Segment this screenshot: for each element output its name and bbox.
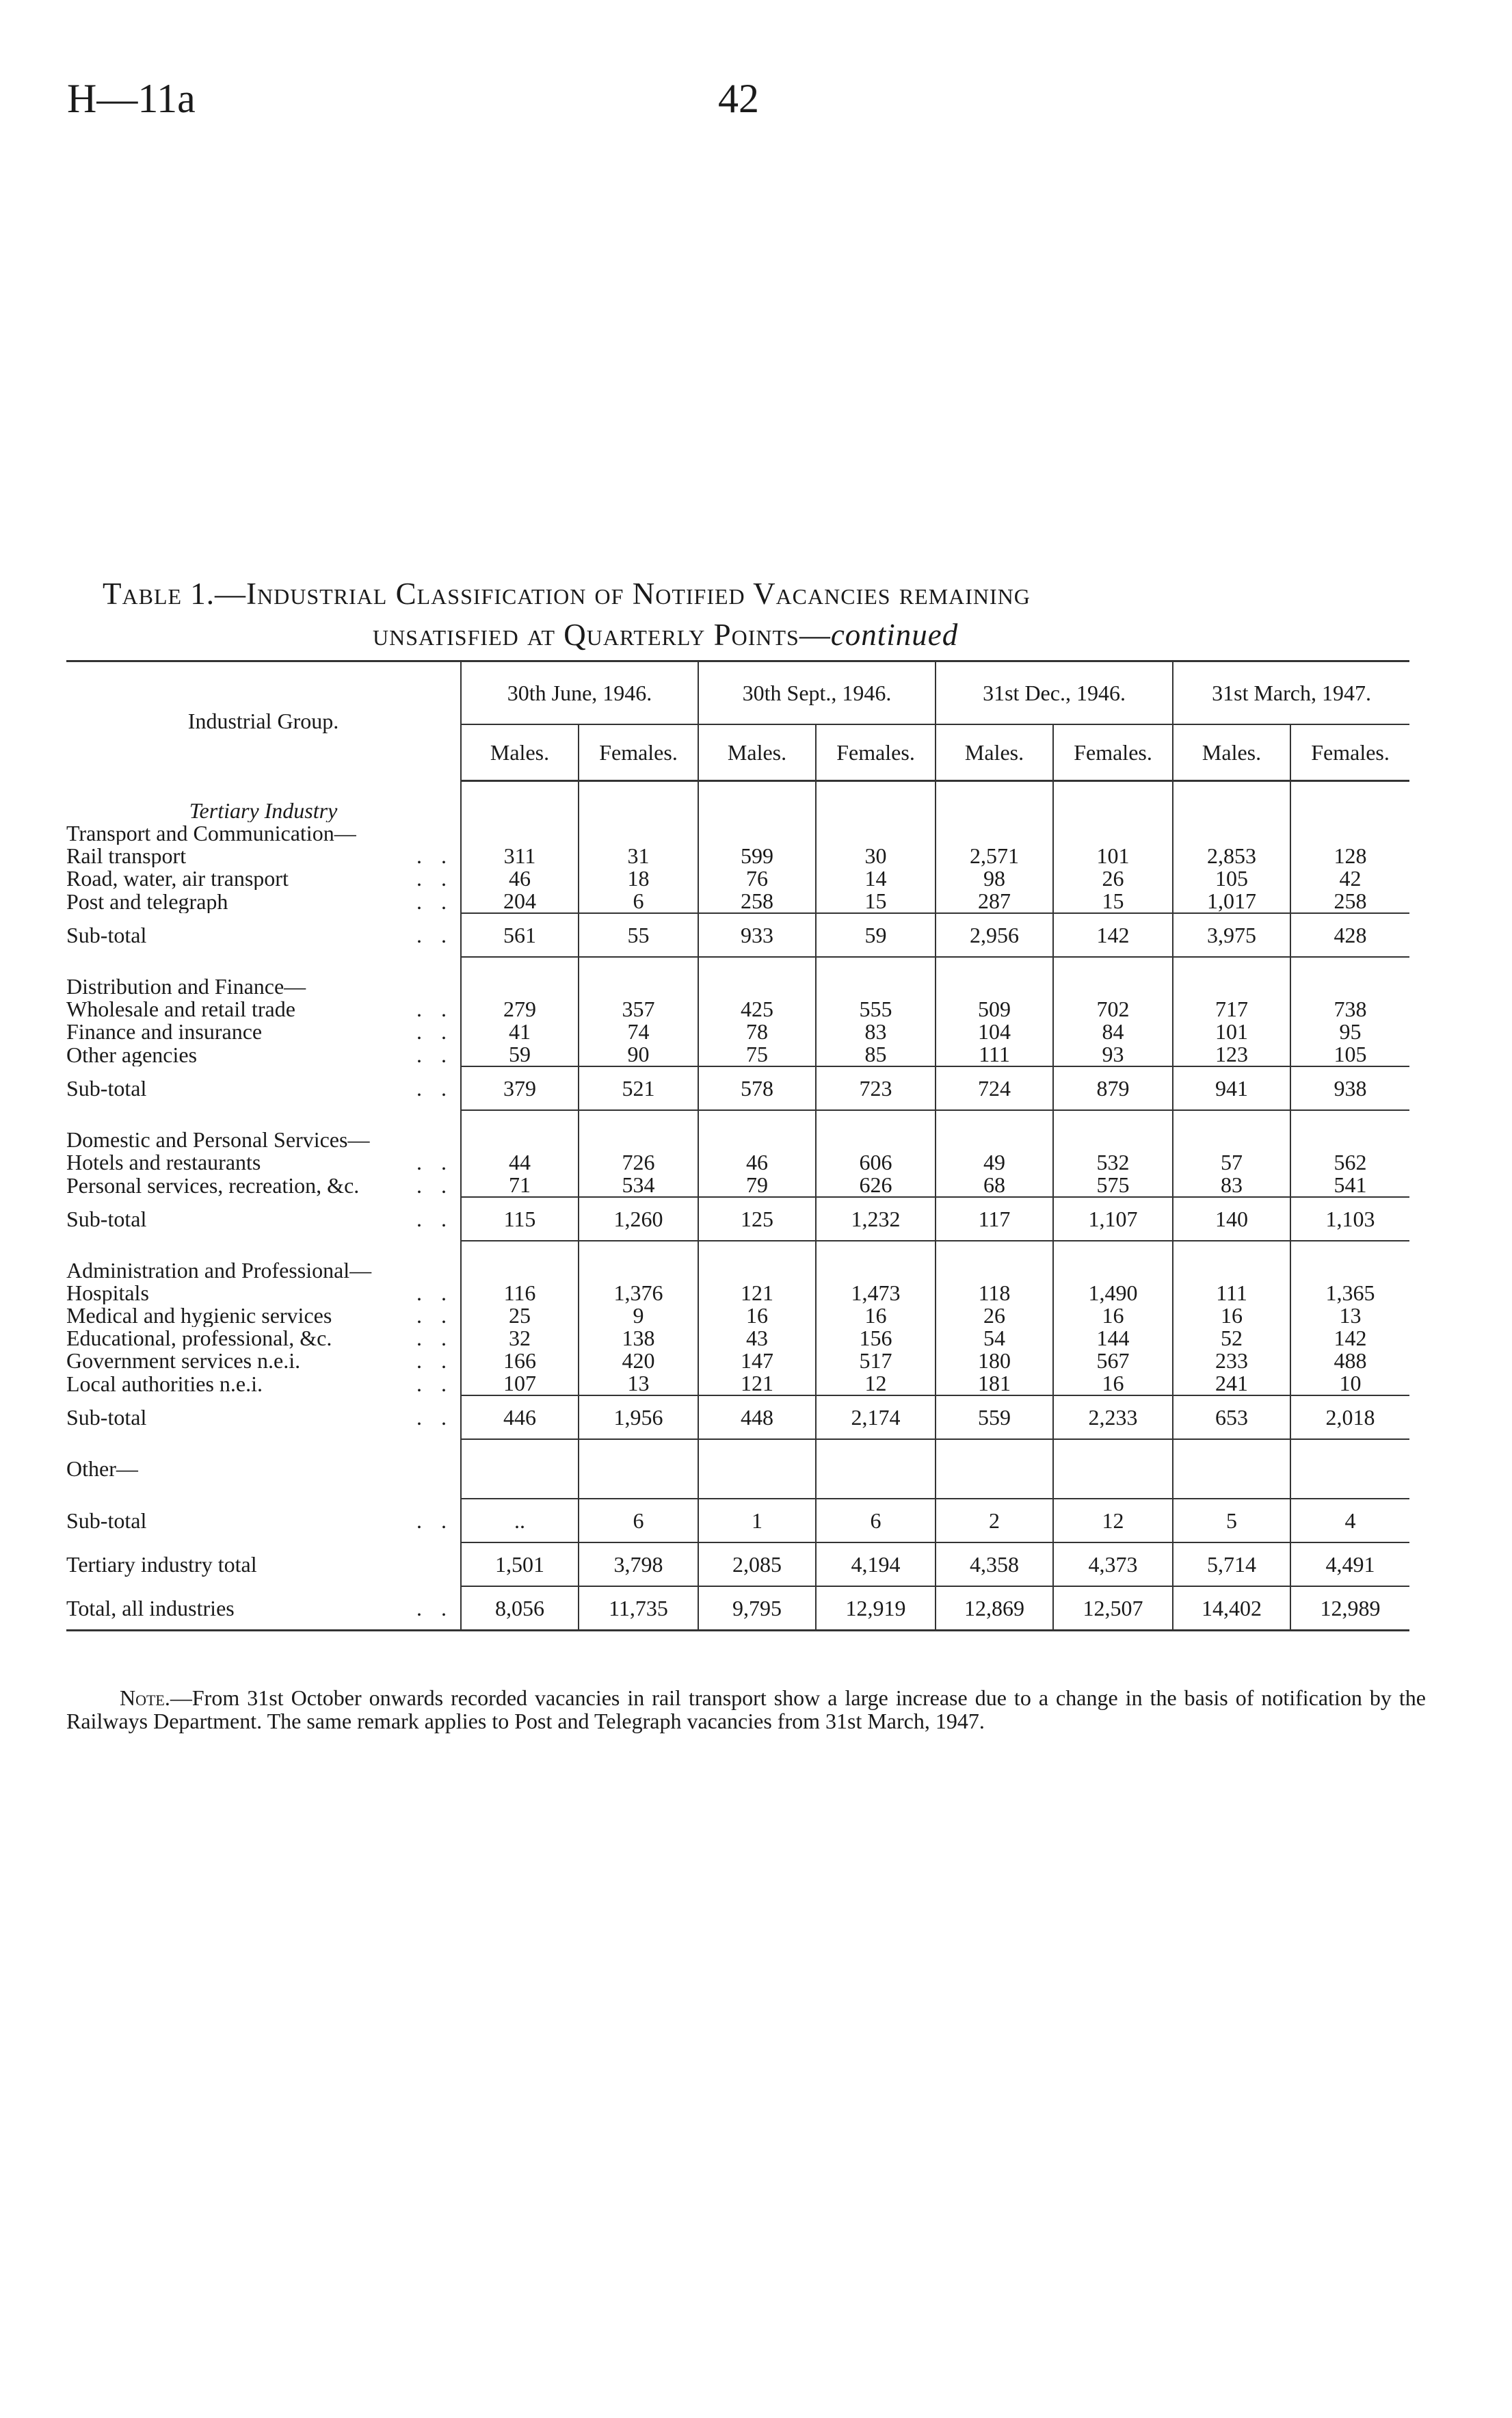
leader-dots: . . xyxy=(416,1207,453,1231)
value-cell: 578 xyxy=(698,1066,816,1110)
value-cell: 1,956 xyxy=(579,1395,698,1439)
section-title xyxy=(66,800,1409,822)
value-cell: 1,376 xyxy=(579,1282,698,1304)
value-cell: 79 xyxy=(698,1174,816,1197)
leader-dots: . . xyxy=(416,1151,453,1174)
value-cell: 166 xyxy=(461,1350,579,1372)
value-cell: 6 xyxy=(579,890,698,913)
value-cell: 933 xyxy=(698,913,816,957)
table-title xyxy=(103,573,1402,655)
table-row-label: Road, water, air transport . . xyxy=(66,867,461,890)
value-cell: 941 xyxy=(1173,1066,1290,1110)
value-cell: 2,174 xyxy=(816,1395,936,1439)
section-title-label: Tertiary Industry xyxy=(189,800,338,822)
value-cell: 105 xyxy=(1290,1043,1409,1066)
value-cell: 5,714 xyxy=(1173,1542,1290,1586)
group-heading-label: Domestic and Personal Services— xyxy=(66,1129,370,1151)
table-row-label: Other agencies . . xyxy=(66,1043,461,1066)
table-row-label: Medical and hygienic services . . xyxy=(66,1304,461,1327)
value-cell: 8,056 xyxy=(461,1586,579,1631)
value-cell: 14 xyxy=(816,867,936,890)
table-row-label: Educational, professional, &c. . . xyxy=(66,1327,461,1350)
value-cell: 43 xyxy=(698,1327,816,1350)
males-header: Males. xyxy=(461,724,579,781)
value-cell: 4,194 xyxy=(816,1542,936,1586)
value-cell: 1,365 xyxy=(1290,1282,1409,1304)
document-code: H—11a xyxy=(67,76,196,121)
table-row xyxy=(66,1021,1409,1043)
table-row xyxy=(66,1372,1409,1395)
value-cell: 68 xyxy=(936,1174,1053,1197)
value-cell: 76 xyxy=(698,867,816,890)
title-line-2: unsatisfied at Quarterly Points—continued xyxy=(373,618,959,652)
value-cell: 1,232 xyxy=(816,1197,936,1241)
females-header: Females. xyxy=(1053,724,1173,781)
group-heading-label: Transport and Communication— xyxy=(66,822,356,845)
grand-total-row xyxy=(66,1586,1409,1631)
leader-dots: . . xyxy=(416,1076,453,1101)
value-cell: 534 xyxy=(579,1174,698,1197)
value-cell: 71 xyxy=(461,1174,579,1197)
value-cell: 448 xyxy=(698,1395,816,1439)
table-row-label: Government services n.e.i. . . xyxy=(66,1350,461,1372)
value-cell: 1 xyxy=(698,1499,816,1542)
value-cell: 156 xyxy=(816,1327,936,1350)
value-cell: 54 xyxy=(936,1327,1053,1350)
subtotal-row xyxy=(66,1066,1409,1110)
value-cell: 59 xyxy=(461,1043,579,1066)
value-cell: 3,975 xyxy=(1173,913,1290,957)
value-cell: 1,490 xyxy=(1053,1282,1173,1304)
value-cell: 1,501 xyxy=(461,1542,579,1586)
table-row xyxy=(66,890,1409,913)
group-heading xyxy=(66,822,1409,845)
value-cell: 101 xyxy=(1053,845,1173,867)
value-cell: 180 xyxy=(936,1350,1053,1372)
value-cell: 509 xyxy=(936,998,1053,1021)
grand-total-row-label: Total, all industries . . xyxy=(66,1586,461,1631)
value-cell: 4 xyxy=(1290,1499,1409,1542)
value-cell: 46 xyxy=(698,1151,816,1174)
value-cell: 204 xyxy=(461,890,579,913)
leader-dots: . . xyxy=(416,1405,453,1430)
value-cell: 287 xyxy=(936,890,1053,913)
subtotal-row xyxy=(66,1395,1409,1439)
value-cell: 723 xyxy=(816,1066,936,1110)
leader-dots: . . xyxy=(416,1282,453,1304)
females-header: Females. xyxy=(1290,724,1409,781)
subtotal-row xyxy=(66,913,1409,957)
value-cell: 18 xyxy=(579,867,698,890)
value-cell: 2,853 xyxy=(1173,845,1290,867)
subtotal-row-label: Sub-total . . xyxy=(66,1066,461,1110)
table-row xyxy=(66,867,1409,890)
table-row xyxy=(66,1151,1409,1174)
value-cell: 98 xyxy=(936,867,1053,890)
table-row-label: Rail transport . . xyxy=(66,845,461,867)
value-cell: 1,260 xyxy=(579,1197,698,1241)
value-cell: 85 xyxy=(816,1043,936,1066)
value-cell: 12,919 xyxy=(816,1586,936,1631)
subtotal-row xyxy=(66,1499,1409,1542)
value-cell: 258 xyxy=(1290,890,1409,913)
value-cell: 13 xyxy=(579,1372,698,1395)
value-cell: 30 xyxy=(816,845,936,867)
value-cell: 567 xyxy=(1053,1350,1173,1372)
leader-dots: . . xyxy=(416,1043,453,1066)
table-row-label: Wholesale and retail trade . . xyxy=(66,998,461,1021)
value-cell: .. xyxy=(461,1499,579,1542)
value-cell: 25 xyxy=(461,1304,579,1327)
group-heading-label: Distribution and Finance— xyxy=(66,975,306,998)
value-cell: 532 xyxy=(1053,1151,1173,1174)
value-cell: 233 xyxy=(1173,1350,1290,1372)
value-cell: 1,107 xyxy=(1053,1197,1173,1241)
value-cell: 59 xyxy=(816,913,936,957)
leader-dots: . . xyxy=(416,867,453,890)
value-cell: 555 xyxy=(816,998,936,1021)
value-cell: 2,018 xyxy=(1290,1395,1409,1439)
value-cell: 561 xyxy=(461,913,579,957)
value-cell: 75 xyxy=(698,1043,816,1066)
value-cell: 12 xyxy=(816,1372,936,1395)
males-header: Males. xyxy=(936,724,1053,781)
value-cell: 125 xyxy=(698,1197,816,1241)
value-cell: 44 xyxy=(461,1151,579,1174)
value-cell: 428 xyxy=(1290,913,1409,957)
value-cell: 1,103 xyxy=(1290,1197,1409,1241)
value-cell: 16 xyxy=(1173,1304,1290,1327)
value-cell: 55 xyxy=(579,913,698,957)
subtotal-row-label: Sub-total . . xyxy=(66,913,461,957)
value-cell: 559 xyxy=(936,1395,1053,1439)
leader-dots: . . xyxy=(416,1350,453,1372)
value-cell: 626 xyxy=(816,1174,936,1197)
value-cell: 84 xyxy=(1053,1021,1173,1043)
value-cell: 2 xyxy=(936,1499,1053,1542)
value-cell: 6 xyxy=(816,1499,936,1542)
leader-dots: . . xyxy=(416,1021,453,1043)
group-heading xyxy=(66,1259,1409,1282)
value-cell: 83 xyxy=(816,1021,936,1043)
value-cell: 6 xyxy=(579,1499,698,1542)
value-cell: 128 xyxy=(1290,845,1409,867)
value-cell: 142 xyxy=(1290,1327,1409,1350)
value-cell: 2,085 xyxy=(698,1542,816,1586)
value-cell: 9,795 xyxy=(698,1586,816,1631)
value-cell: 879 xyxy=(1053,1066,1173,1110)
value-cell: 83 xyxy=(1173,1174,1290,1197)
leader-dots: . . xyxy=(416,1327,453,1350)
value-cell: 117 xyxy=(936,1197,1053,1241)
value-cell: 140 xyxy=(1173,1197,1290,1241)
value-cell: 105 xyxy=(1173,867,1290,890)
value-cell: 425 xyxy=(698,998,816,1021)
value-cell: 144 xyxy=(1053,1327,1173,1350)
value-cell: 10 xyxy=(1290,1372,1409,1395)
group-heading xyxy=(66,1458,1409,1480)
value-cell: 1,473 xyxy=(816,1282,936,1304)
value-cell: 241 xyxy=(1173,1372,1290,1395)
table-row xyxy=(66,1282,1409,1304)
value-cell: 738 xyxy=(1290,998,1409,1021)
value-cell: 26 xyxy=(1053,867,1173,890)
value-cell: 111 xyxy=(936,1043,1053,1066)
value-cell: 116 xyxy=(461,1282,579,1304)
value-cell: 446 xyxy=(461,1395,579,1439)
value-cell: 16 xyxy=(816,1304,936,1327)
period-header: 30th Sept., 1946. xyxy=(698,661,936,725)
value-cell: 12,507 xyxy=(1053,1586,1173,1631)
table-row-label: Personal services, recreation, &c. . . xyxy=(66,1174,461,1197)
value-cell: 123 xyxy=(1173,1043,1290,1066)
table-row xyxy=(66,1174,1409,1197)
value-cell: 4,491 xyxy=(1290,1542,1409,1586)
value-cell: 31 xyxy=(579,845,698,867)
value-cell: 14,402 xyxy=(1173,1586,1290,1631)
table-row-label: Finance and insurance . . xyxy=(66,1021,461,1043)
table-row-label: Hospitals . . xyxy=(66,1282,461,1304)
value-cell: 1,017 xyxy=(1173,890,1290,913)
table-row xyxy=(66,1304,1409,1327)
leader-dots: . . xyxy=(416,1372,453,1395)
leader-dots: . . xyxy=(416,923,453,947)
leader-dots: . . xyxy=(416,890,453,913)
subtotal-row xyxy=(66,1197,1409,1241)
group-heading-label: Other— xyxy=(66,1458,138,1480)
value-cell: 46 xyxy=(461,867,579,890)
table-row xyxy=(66,845,1409,867)
value-cell: 107 xyxy=(461,1372,579,1395)
value-cell: 15 xyxy=(1053,890,1173,913)
value-cell: 3,798 xyxy=(579,1542,698,1586)
leader-dots: . . xyxy=(416,1174,453,1197)
leader-dots: . . xyxy=(416,1304,453,1327)
value-cell: 101 xyxy=(1173,1021,1290,1043)
period-header: 30th June, 1946. xyxy=(461,661,698,725)
value-cell: 575 xyxy=(1053,1174,1173,1197)
value-cell: 488 xyxy=(1290,1350,1409,1372)
table-row xyxy=(66,998,1409,1021)
value-cell: 42 xyxy=(1290,867,1409,890)
value-cell: 717 xyxy=(1173,998,1290,1021)
value-cell: 78 xyxy=(698,1021,816,1043)
table-row-label: Post and telegraph . . xyxy=(66,890,461,913)
leader-dots: . . xyxy=(416,1595,453,1620)
subtotal-row-label: Sub-total . . xyxy=(66,1197,461,1241)
value-cell: 12,869 xyxy=(936,1586,1053,1631)
subtotal-row-label: Sub-total . . xyxy=(66,1499,461,1542)
value-cell: 357 xyxy=(579,998,698,1021)
value-cell: 57 xyxy=(1173,1151,1290,1174)
value-cell: 2,956 xyxy=(936,913,1053,957)
value-cell: 104 xyxy=(936,1021,1053,1043)
males-header: Males. xyxy=(1173,724,1290,781)
table-row-label: Local authorities n.e.i. . . xyxy=(66,1372,461,1395)
value-cell: 420 xyxy=(579,1350,698,1372)
value-cell: 16 xyxy=(1053,1372,1173,1395)
value-cell: 599 xyxy=(698,845,816,867)
value-cell: 26 xyxy=(936,1304,1053,1327)
value-cell: 5 xyxy=(1173,1499,1290,1542)
value-cell: 258 xyxy=(698,890,816,913)
value-cell: 279 xyxy=(461,998,579,1021)
value-cell: 517 xyxy=(816,1350,936,1372)
value-cell: 90 xyxy=(579,1043,698,1066)
value-cell: 41 xyxy=(461,1021,579,1043)
value-cell: 521 xyxy=(579,1066,698,1110)
value-cell: 121 xyxy=(698,1372,816,1395)
value-cell: 15 xyxy=(816,890,936,913)
value-cell: 74 xyxy=(579,1021,698,1043)
subtotal-row-label: Sub-total . . xyxy=(66,1395,461,1439)
value-cell: 2,571 xyxy=(936,845,1053,867)
value-cell: 606 xyxy=(816,1151,936,1174)
value-cell: 49 xyxy=(936,1151,1053,1174)
value-cell: 118 xyxy=(936,1282,1053,1304)
value-cell: 16 xyxy=(698,1304,816,1327)
table-row xyxy=(66,1043,1409,1066)
females-header: Females. xyxy=(579,724,698,781)
value-cell: 111 xyxy=(1173,1282,1290,1304)
vacancies-table xyxy=(66,660,1409,1631)
value-cell: 4,358 xyxy=(936,1542,1053,1586)
value-cell: 147 xyxy=(698,1350,816,1372)
value-cell: 138 xyxy=(579,1327,698,1350)
value-cell: 142 xyxy=(1053,913,1173,957)
period-header: 31st Dec., 1946. xyxy=(936,661,1173,725)
value-cell: 311 xyxy=(461,845,579,867)
page-number: 42 xyxy=(718,76,759,121)
value-cell: 653 xyxy=(1173,1395,1290,1439)
table-row xyxy=(66,1327,1409,1350)
industrial-group-header: Industrial Group. xyxy=(66,661,461,781)
value-cell: 181 xyxy=(936,1372,1053,1395)
leader-dots: . . xyxy=(416,998,453,1021)
females-header: Females. xyxy=(816,724,936,781)
period-header: 31st March, 1947. xyxy=(1173,661,1409,725)
tertiary-total-row-label: Tertiary industry total xyxy=(66,1552,257,1577)
value-cell: 121 xyxy=(698,1282,816,1304)
value-cell: 724 xyxy=(936,1066,1053,1110)
group-heading xyxy=(66,975,1409,998)
table-row xyxy=(66,1350,1409,1372)
value-cell: 9 xyxy=(579,1304,698,1327)
value-cell: 562 xyxy=(1290,1151,1409,1174)
value-cell: 12 xyxy=(1053,1499,1173,1542)
group-heading xyxy=(66,1129,1409,1151)
tertiary-total-row xyxy=(66,1542,1409,1586)
table-note: Note.—From 31st October onwards recorded vacancies in rail transport show a large increase due to a change in the basis of notification by the Railways Department. The same remark applies to Post and Telegraph vacancies from 31st March, 1947. xyxy=(66,1685,1426,1733)
leader-dots: . . xyxy=(416,845,453,867)
value-cell: 13 xyxy=(1290,1304,1409,1327)
value-cell: 115 xyxy=(461,1197,579,1241)
leader-dots: . . xyxy=(416,1508,453,1533)
value-cell: 16 xyxy=(1053,1304,1173,1327)
value-cell: 938 xyxy=(1290,1066,1409,1110)
value-cell: 12,989 xyxy=(1290,1586,1409,1631)
value-cell: 541 xyxy=(1290,1174,1409,1197)
value-cell: 726 xyxy=(579,1151,698,1174)
table-row-label: Hotels and restaurants . . xyxy=(66,1151,461,1174)
value-cell: 95 xyxy=(1290,1021,1409,1043)
value-cell: 702 xyxy=(1053,998,1173,1021)
value-cell: 4,373 xyxy=(1053,1542,1173,1586)
males-header: Males. xyxy=(698,724,816,781)
value-cell: 11,735 xyxy=(579,1586,698,1631)
value-cell: 93 xyxy=(1053,1043,1173,1066)
group-heading-label: Administration and Professional— xyxy=(66,1259,372,1282)
value-cell: 379 xyxy=(461,1066,579,1110)
value-cell: 52 xyxy=(1173,1327,1290,1350)
value-cell: 2,233 xyxy=(1053,1395,1173,1439)
title-line-1: Table 1.—Industrial Classification of Notified Vacancies remaining xyxy=(103,577,1031,611)
value-cell: 32 xyxy=(461,1327,579,1350)
